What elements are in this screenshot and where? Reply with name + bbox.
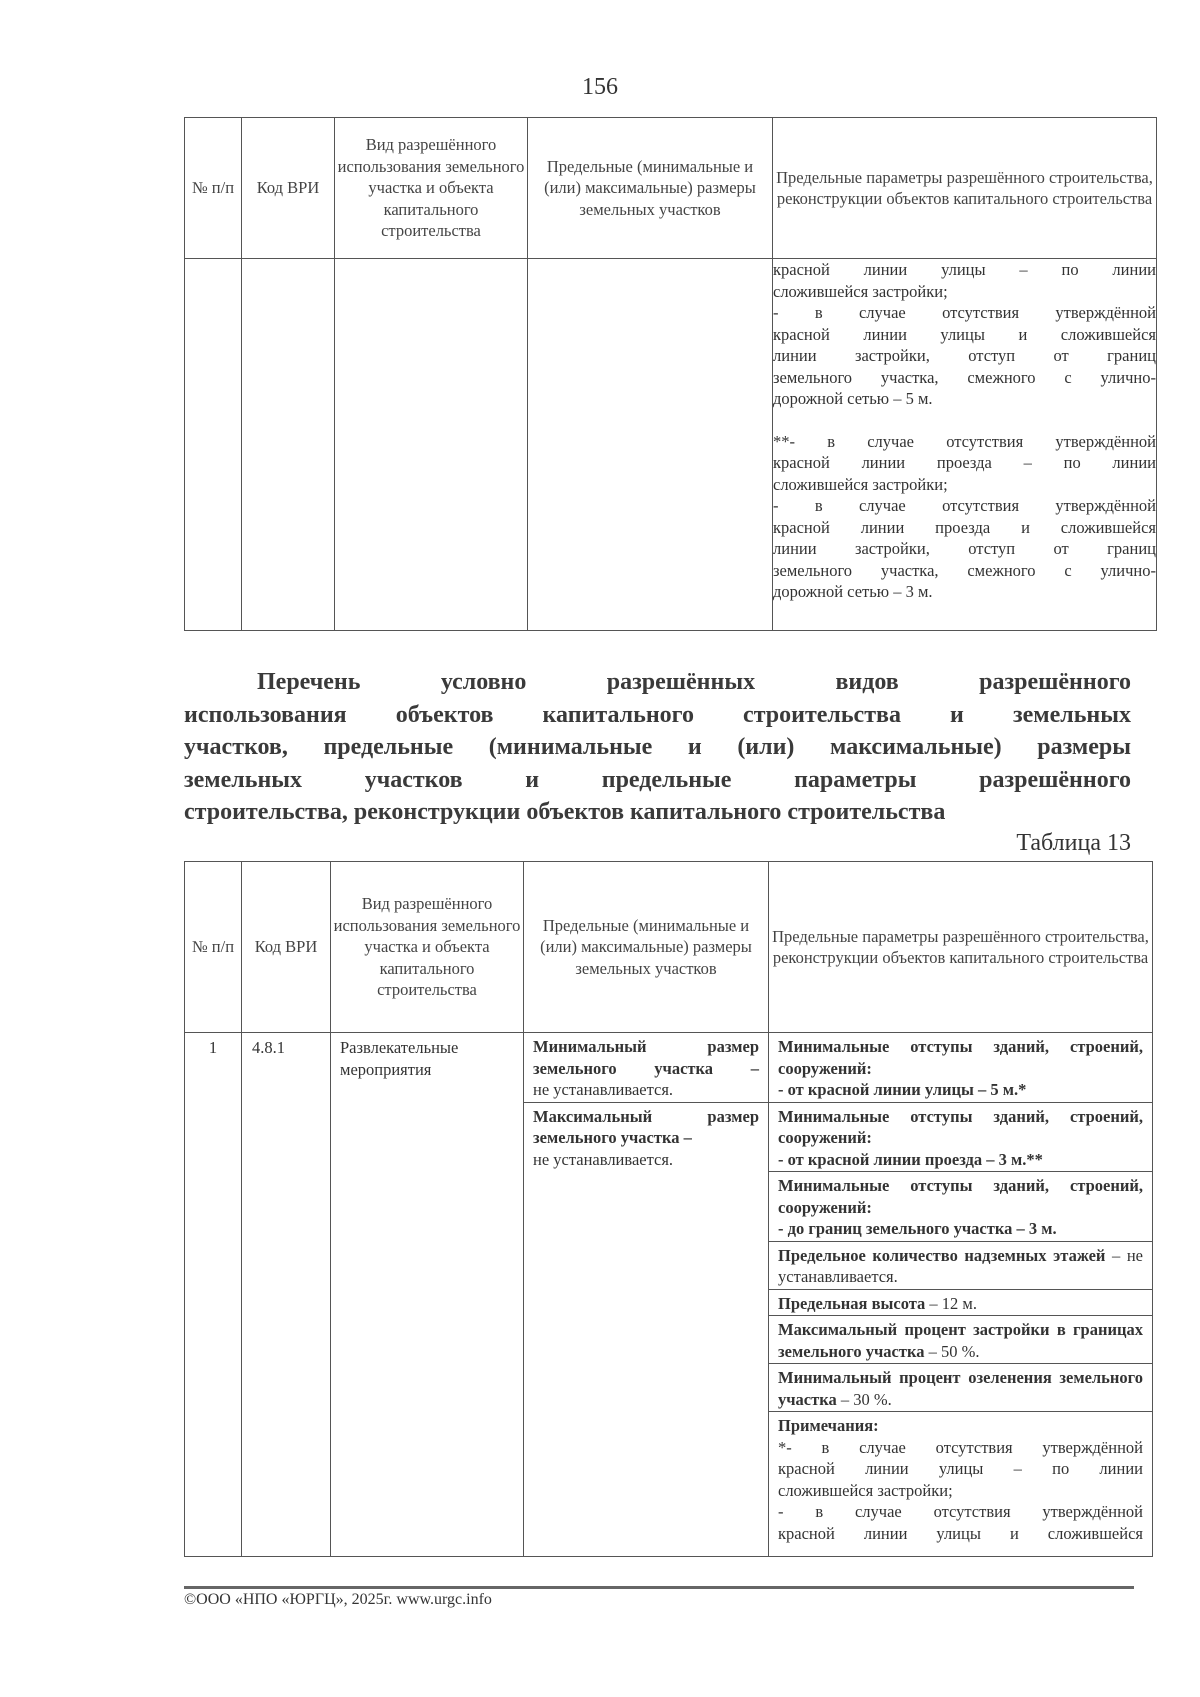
- cell-kind: Развлекательные мероприятия: [331, 1033, 524, 1557]
- footer-copyright: ©ООО «НПО «ЮРГЦ», 2025г. www.urgc.info: [184, 1591, 492, 1608]
- header-code: Код ВРИ: [242, 862, 331, 1033]
- heading-line: строительства, реконструкции объектов капитального строительства: [184, 799, 946, 825]
- heading-line: использования объектов капитального строительства и земельных: [184, 701, 1131, 728]
- cell-kind: [335, 259, 528, 631]
- heading-line: участков, предельные (минимальные и (или) максимальные) размеры: [184, 734, 1131, 760]
- cell-sizes: [524, 1033, 769, 1557]
- param-item: [769, 1172, 1152, 1242]
- param-value: – 12 м.: [925, 1293, 977, 1313]
- param-label: Предельная высота: [778, 1293, 926, 1313]
- cell-code: [242, 259, 335, 631]
- param-item: [769, 1290, 1152, 1317]
- table-header-row: [185, 862, 1153, 1033]
- table-row: [185, 259, 1157, 631]
- param-value: – 50 %.: [924, 1341, 980, 1361]
- param-label: Минимальные отступы зданий, строений, сооружений:: [778, 1176, 1143, 1217]
- text-line: красной линии проезда – по линии: [773, 453, 1156, 472]
- header-num: № п/п: [185, 862, 242, 1033]
- text-line: линии застройки, отступ от границ: [773, 539, 1156, 558]
- text-line: - в случае отсутствия утверждённой: [778, 1502, 1143, 1521]
- param-label: Максимальный процент застройки в границах земельного участка: [778, 1320, 1143, 1361]
- cell-code: 4.8.1: [242, 1033, 331, 1557]
- header-kind: Вид разрешённого использования земельного участка и объекта капитального строительства: [335, 118, 528, 259]
- text-line: красной линии улицы – по линии: [778, 1459, 1143, 1478]
- param-item: [769, 1103, 1152, 1173]
- max-size-label: Максимальный размер земельного участка –: [533, 1106, 759, 1147]
- param-value: - до границ земельного участка – 3 м.: [778, 1219, 1057, 1238]
- param-value: – 30 %.: [836, 1389, 892, 1409]
- cell-params: [769, 1033, 1153, 1557]
- text-line: земельного участка, смежного с улично-: [773, 367, 1156, 387]
- header-params: Предельные параметры разрешённого строительства, реконструкции объектов капитального строительства: [773, 118, 1157, 259]
- min-size: [524, 1033, 768, 1103]
- heading-line: Перечень условно разрешённых видов разрешённого: [257, 669, 1131, 695]
- text-line: земельного участка, смежного с улично-: [773, 560, 1156, 580]
- param-label: Минимальные отступы зданий, строений, сооружений:: [778, 1037, 1143, 1078]
- text-line: - в случае отсутствия утверждённой: [773, 303, 1156, 322]
- text-line: красной линии улицы и сложившейся: [778, 1523, 1143, 1543]
- continuation-block-a: [773, 259, 1156, 410]
- cell-sizes: [528, 259, 773, 631]
- table-row: [185, 1033, 1153, 1557]
- text-line: красной линии улицы – по линии: [773, 260, 1156, 279]
- table-header-row: [185, 118, 1157, 259]
- text-line: дорожной сетью – 3 м.: [773, 582, 933, 601]
- header-params: Предельные параметры разрешённого строительства, реконструкции объектов капитального строительства: [769, 862, 1153, 1033]
- param-item: [769, 1364, 1152, 1412]
- continuation-block-b: [773, 431, 1156, 603]
- table-continuation: [184, 117, 1157, 631]
- param-label: Минимальные отступы зданий, строений, сооружений:: [778, 1106, 1143, 1147]
- section-heading: [184, 666, 1131, 829]
- header-sizes: Предельные (минимальные и (или) максимальные) размеры земельных участков: [524, 862, 769, 1033]
- text-line: красной линии проезда и сложившейся: [773, 517, 1156, 537]
- text-line: сложившейся застройки;: [773, 281, 948, 301]
- text-line: линии застройки, отступ от границ: [773, 346, 1156, 365]
- header-sizes: Предельные (минимальные и (или) максимальные) размеры земельных участков: [528, 118, 773, 259]
- text-line: дорожной сетью – 5 м.: [773, 389, 933, 408]
- param-value: – не устанавливается.: [778, 1245, 1143, 1286]
- cell-num: [185, 259, 242, 631]
- param-item: [769, 1316, 1152, 1364]
- text-line: **- в случае отсутствия утверждённой: [773, 431, 1156, 451]
- cell-params-continuation: [773, 259, 1157, 631]
- param-label: Минимальный процент озеленения земельного участка: [778, 1368, 1143, 1409]
- text-line: сложившейся застройки;: [773, 474, 948, 494]
- header-num: № п/п: [185, 118, 242, 259]
- param-value: - от красной линии проезда – 3 м.**: [778, 1149, 1043, 1169]
- cell-num: 1: [185, 1033, 242, 1557]
- max-size: [524, 1103, 768, 1172]
- min-size-value: не устанавливается.: [533, 1080, 674, 1099]
- notes-title: Примечания:: [778, 1416, 879, 1435]
- heading-line: земельных участков и предельные параметры разрешённого: [184, 766, 1131, 793]
- header-code: Код ВРИ: [242, 118, 335, 259]
- param-value: - от красной линии улицы – 5 м.*: [778, 1080, 1027, 1099]
- text-line: сложившейся застройки;: [778, 1480, 953, 1500]
- text-line: *- в случае отсутствия утверждённой: [778, 1437, 1143, 1457]
- footer-divider: [184, 1586, 1134, 1589]
- min-size-label: Минимальный размер земельного участка –: [533, 1037, 759, 1078]
- page-number: 156: [582, 74, 618, 100]
- param-item: [769, 1242, 1152, 1290]
- param-label: Предельное количество надземных этажей: [778, 1245, 1106, 1265]
- header-kind: Вид разрешённого использования земельного участка и объекта капитального строительства: [331, 862, 524, 1033]
- table-caption: Таблица 13: [1016, 830, 1131, 856]
- notes: [769, 1412, 1152, 1545]
- table-13: [184, 861, 1153, 1557]
- max-size-value: не устанавливается.: [533, 1149, 674, 1169]
- text-line: красной линии улицы и сложившейся: [773, 324, 1156, 344]
- text-line: - в случае отсутствия утверждённой: [773, 496, 1156, 515]
- param-item: [769, 1033, 1152, 1103]
